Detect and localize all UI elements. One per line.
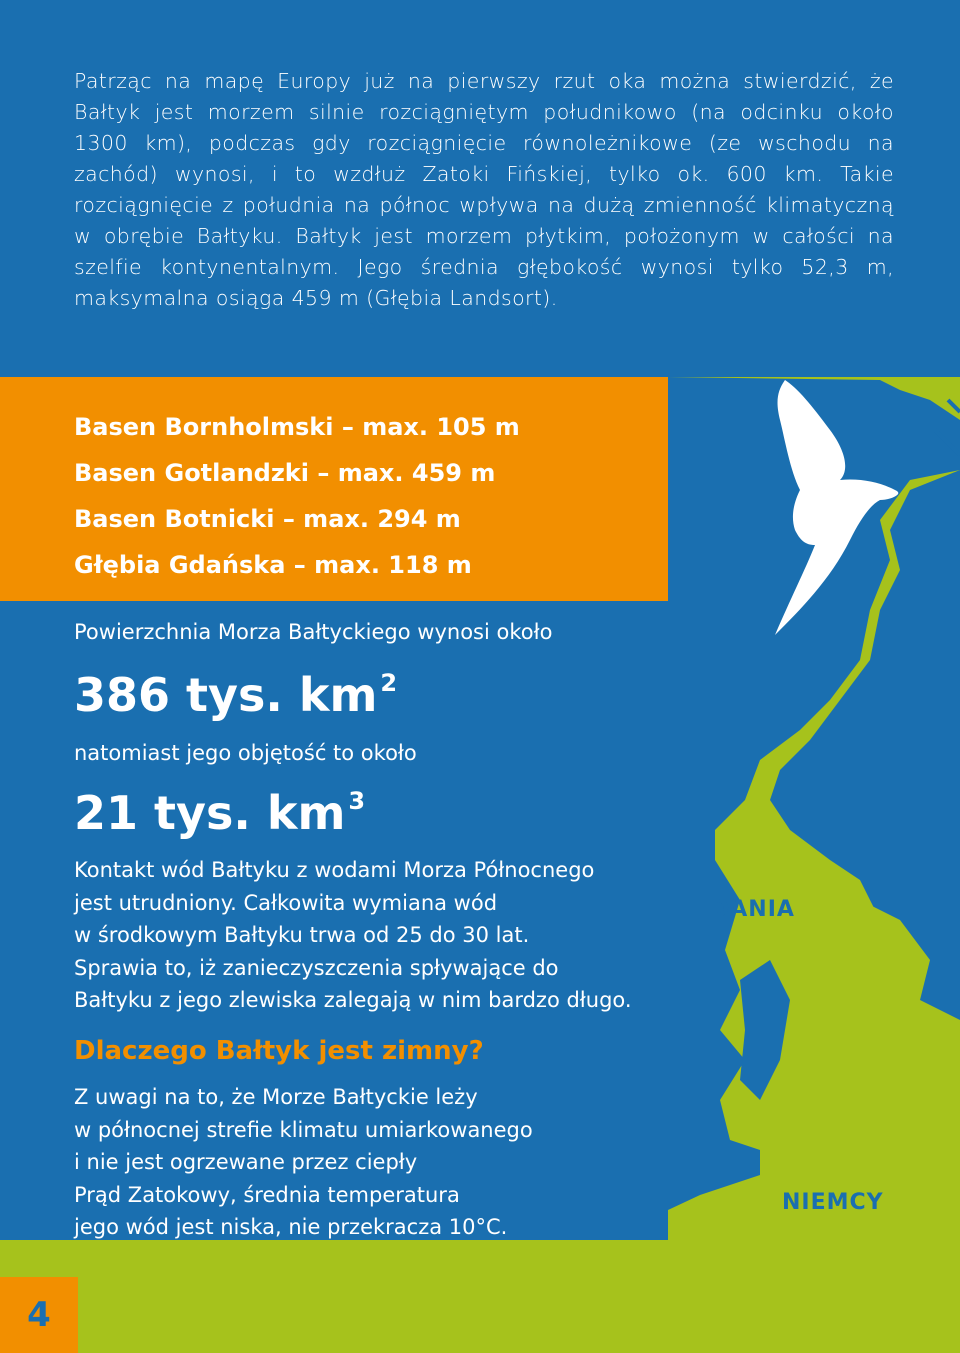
- area-value: 386 tys. km $^2$: [74, 668, 398, 722]
- contact-line: w środkowym Bałtyku trwa od 25 do 30 lat.: [74, 923, 530, 947]
- answer-line: Z uwagi na to, że Morze Bałtyckie leży: [74, 1085, 478, 1109]
- contact-line: Kontakt wód Bałtyku z wodami Morza Północnego: [74, 858, 595, 882]
- question-heading: Dlaczego Bałtyk jest zimny?: [74, 1036, 484, 1066]
- country-label-dania: DANIA: [711, 897, 795, 922]
- basin-depth-list: [74, 404, 520, 588]
- contact-line: Bałtyku z jego zlewiska zalegają w nim bardzo długo.: [74, 988, 632, 1012]
- basin-item: Basen Gotlandzki – max. 459 m: [74, 459, 496, 487]
- answer-line: Prąd Zatokowy, średnia temperatura: [74, 1182, 460, 1207]
- answer-paragraph: [74, 1081, 634, 1244]
- volume-label: natomiast jego objętość to około: [74, 741, 417, 765]
- area-label: Powierzchnia Morza Bałtyckiego wynosi około: [74, 620, 553, 644]
- volume-exponent: 3: [348, 786, 366, 815]
- basin-item: Głębia Gdańska – max. 118 m: [74, 551, 472, 579]
- intro-paragraph: Patrząc na mapę Europy już na pierwszy rzut oka można stwierdzić, że Bałtyk jest morzem silnie rozciągniętym południkowo (na odcinku około 1300 km), podczas gdy rozciągnięcie równoleżnikowe (ze wschodu na zachód) wynosi, i to wzdłuż Zatoki Fińskiej, tylko ok. 600 km. Takie rozciągnięcie z południa na północ wpływa na dużą zmienność klimatyczną w obrębie Bałtyku. Bałtyk jest morzem płytkim, położonym w całości na szelfie kontynentalnym. Jego średnia głębokość wynosi tylko 52,3 m, maksymalna osiąga 459 m (Głębia Landsort).: [74, 69, 894, 310]
- area-exponent: 2: [380, 668, 398, 697]
- answer-line: i nie jest ogrzewane przez ciepły: [74, 1150, 418, 1174]
- contact-line: Sprawia to, iż zanieczyszczenia spływające do: [74, 955, 559, 980]
- contact-paragraph: [74, 854, 734, 1017]
- answer-line: w północnej strefie klimatu umiarkowanego: [74, 1117, 533, 1142]
- country-label-niemcy: NIEMCY: [782, 1190, 884, 1215]
- page-number: 4: [0, 1277, 78, 1353]
- answer-line: jego wód jest niska, nie przekracza 10°C.: [74, 1215, 508, 1239]
- basin-item: Basen Bornholmski – max. 105 m: [74, 413, 520, 441]
- contact-line: jest utrudniony. Całkowita wymiana wód: [74, 890, 498, 915]
- basin-item: Basen Botnicki – max. 294 m: [74, 505, 461, 533]
- volume-value: 21 tys. km $^3$: [74, 786, 366, 840]
